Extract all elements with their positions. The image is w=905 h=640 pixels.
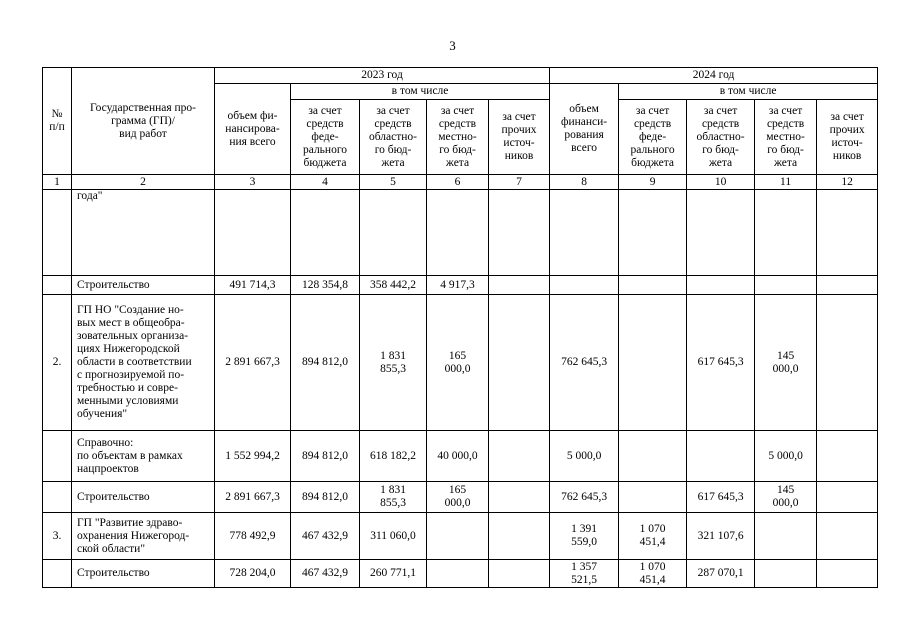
cell-value	[427, 190, 489, 276]
page-number: 3	[449, 38, 456, 53]
cell-value: 145 000,0	[755, 295, 817, 431]
cell-value	[619, 276, 687, 295]
cell-value	[619, 482, 687, 513]
cell-value: 894 812,0	[291, 295, 360, 431]
cell-value: 1 831 855,3	[360, 295, 427, 431]
cell-value	[489, 295, 550, 431]
header-total-2023: объем фи- нансирова- ния всего	[215, 84, 291, 175]
cell-value: 2 891 667,3	[215, 295, 291, 431]
header-federal-2024: за счет средств феде- рального бюджета	[619, 100, 687, 175]
cell-value: 287 070,1	[687, 560, 755, 588]
header-regional-2023: за счет средств областно- го бюд- жета	[360, 100, 427, 175]
row-name: Строительство	[72, 560, 215, 588]
cell-value: 2 891 667,3	[215, 482, 291, 513]
cell-value: 618 182,2	[360, 431, 427, 482]
cell-value	[817, 482, 878, 513]
table-row	[43, 513, 878, 560]
cell-value	[291, 190, 360, 276]
row-num	[43, 482, 72, 513]
column-number: 2	[72, 175, 215, 190]
cell-value	[817, 560, 878, 588]
cell-value	[817, 513, 878, 560]
header-other-2023: за счет прочих источ- ников	[489, 100, 550, 175]
cell-value: 311 060,0	[360, 513, 427, 560]
cell-value: 894 812,0	[291, 482, 360, 513]
cell-value	[427, 513, 489, 560]
column-number: 6	[427, 175, 489, 190]
column-number: 8	[550, 175, 619, 190]
cell-value	[215, 190, 291, 276]
column-number: 10	[687, 175, 755, 190]
header-including-2024: в том числе	[619, 84, 878, 100]
table-row	[43, 190, 878, 276]
cell-value: 728 204,0	[215, 560, 291, 588]
cell-value	[687, 431, 755, 482]
table-row	[43, 482, 878, 513]
cell-value	[687, 276, 755, 295]
header-num: № п/п	[43, 68, 72, 175]
table-row	[43, 560, 878, 588]
cell-value	[550, 276, 619, 295]
cell-value: 1 070 451,4	[619, 513, 687, 560]
table-row	[43, 431, 878, 482]
header-row-years	[43, 68, 878, 84]
cell-value	[755, 513, 817, 560]
column-number: 9	[619, 175, 687, 190]
row-num	[43, 431, 72, 482]
cell-value: 358 442,2	[360, 276, 427, 295]
row-name: ГП "Развитие здраво- охранения Нижегород- ской области"	[72, 513, 215, 560]
column-number: 4	[291, 175, 360, 190]
cell-value	[755, 276, 817, 295]
row-name: Строительство	[72, 482, 215, 513]
header-year-2024: 2024 год	[550, 68, 878, 84]
row-num	[43, 560, 72, 588]
cell-value: 1 070 451,4	[619, 560, 687, 588]
column-number: 1	[43, 175, 72, 190]
financing-table	[42, 67, 878, 588]
cell-value	[489, 431, 550, 482]
cell-value: 467 432,9	[291, 560, 360, 588]
cell-value: 491 714,3	[215, 276, 291, 295]
cell-value	[360, 190, 427, 276]
cell-value	[687, 190, 755, 276]
cell-value: 1 391 559,0	[550, 513, 619, 560]
cell-value	[489, 482, 550, 513]
cell-value: 1 831 855,3	[360, 482, 427, 513]
cell-value: 321 107,6	[687, 513, 755, 560]
row-num: 3.	[43, 513, 72, 560]
cell-value	[489, 190, 550, 276]
cell-value: 165 000,0	[427, 482, 489, 513]
table-row	[43, 295, 878, 431]
cell-value	[550, 190, 619, 276]
cell-value: 5 000,0	[755, 431, 817, 482]
cell-value: 4 917,3	[427, 276, 489, 295]
cell-value: 128 354,8	[291, 276, 360, 295]
cell-value	[619, 190, 687, 276]
column-number: 5	[360, 175, 427, 190]
table-row	[43, 276, 878, 295]
row-name: года"	[72, 190, 215, 276]
cell-value: 260 771,1	[360, 560, 427, 588]
header-regional-2024: за счет средств областно- го бюд- жета	[687, 100, 755, 175]
cell-value: 1 552 994,2	[215, 431, 291, 482]
header-other-2024: за счет прочих источ- ников	[817, 100, 878, 175]
header-local-2023: за счет средств местно- го бюд- жета	[427, 100, 489, 175]
column-number: 11	[755, 175, 817, 190]
cell-value: 467 432,9	[291, 513, 360, 560]
cell-value	[489, 560, 550, 588]
header-including-2023: в том числе	[291, 84, 550, 100]
cell-value	[489, 513, 550, 560]
cell-value	[817, 276, 878, 295]
row-name: Строительство	[72, 276, 215, 295]
cell-value	[817, 295, 878, 431]
row-name: Справочно: по объектам в рамках нацпроектов	[72, 431, 215, 482]
row-num: 2.	[43, 295, 72, 431]
cell-value	[619, 431, 687, 482]
header-federal-2023: за счет средств феде- рального бюджета	[291, 100, 360, 175]
cell-value: 5 000,0	[550, 431, 619, 482]
header-year-2023: 2023 год	[215, 68, 550, 84]
cell-value: 145 000,0	[755, 482, 817, 513]
header-program: Государственная про- грамма (ГП)/ вид работ	[72, 68, 215, 175]
column-numbers-row	[43, 175, 878, 190]
cell-value	[817, 431, 878, 482]
cell-value: 617 645,3	[687, 482, 755, 513]
header-local-2024: за счет средств местно- го бюд- жета	[755, 100, 817, 175]
cell-value: 762 645,3	[550, 295, 619, 431]
cell-value: 1 357 521,5	[550, 560, 619, 588]
column-number: 12	[817, 175, 878, 190]
cell-value: 617 645,3	[687, 295, 755, 431]
cell-value	[489, 276, 550, 295]
cell-value	[619, 295, 687, 431]
cell-value: 165 000,0	[427, 295, 489, 431]
row-num	[43, 190, 72, 276]
cell-value	[817, 190, 878, 276]
header-total-2024: объем финанси- рования всего	[550, 84, 619, 175]
column-number: 3	[215, 175, 291, 190]
cell-value	[427, 560, 489, 588]
cell-value: 778 492,9	[215, 513, 291, 560]
cell-value	[755, 560, 817, 588]
cell-value: 894 812,0	[291, 431, 360, 482]
cell-value	[755, 190, 817, 276]
cell-value: 40 000,0	[427, 431, 489, 482]
cell-value: 762 645,3	[550, 482, 619, 513]
row-name: ГП НО "Создание но- вых мест в общеобра- зовательных организа- циях Нижегородской области в соответствии с прогнозируемой по- требностью и совре- менными условиями обучения"	[72, 295, 215, 431]
column-number: 7	[489, 175, 550, 190]
row-num	[43, 276, 72, 295]
